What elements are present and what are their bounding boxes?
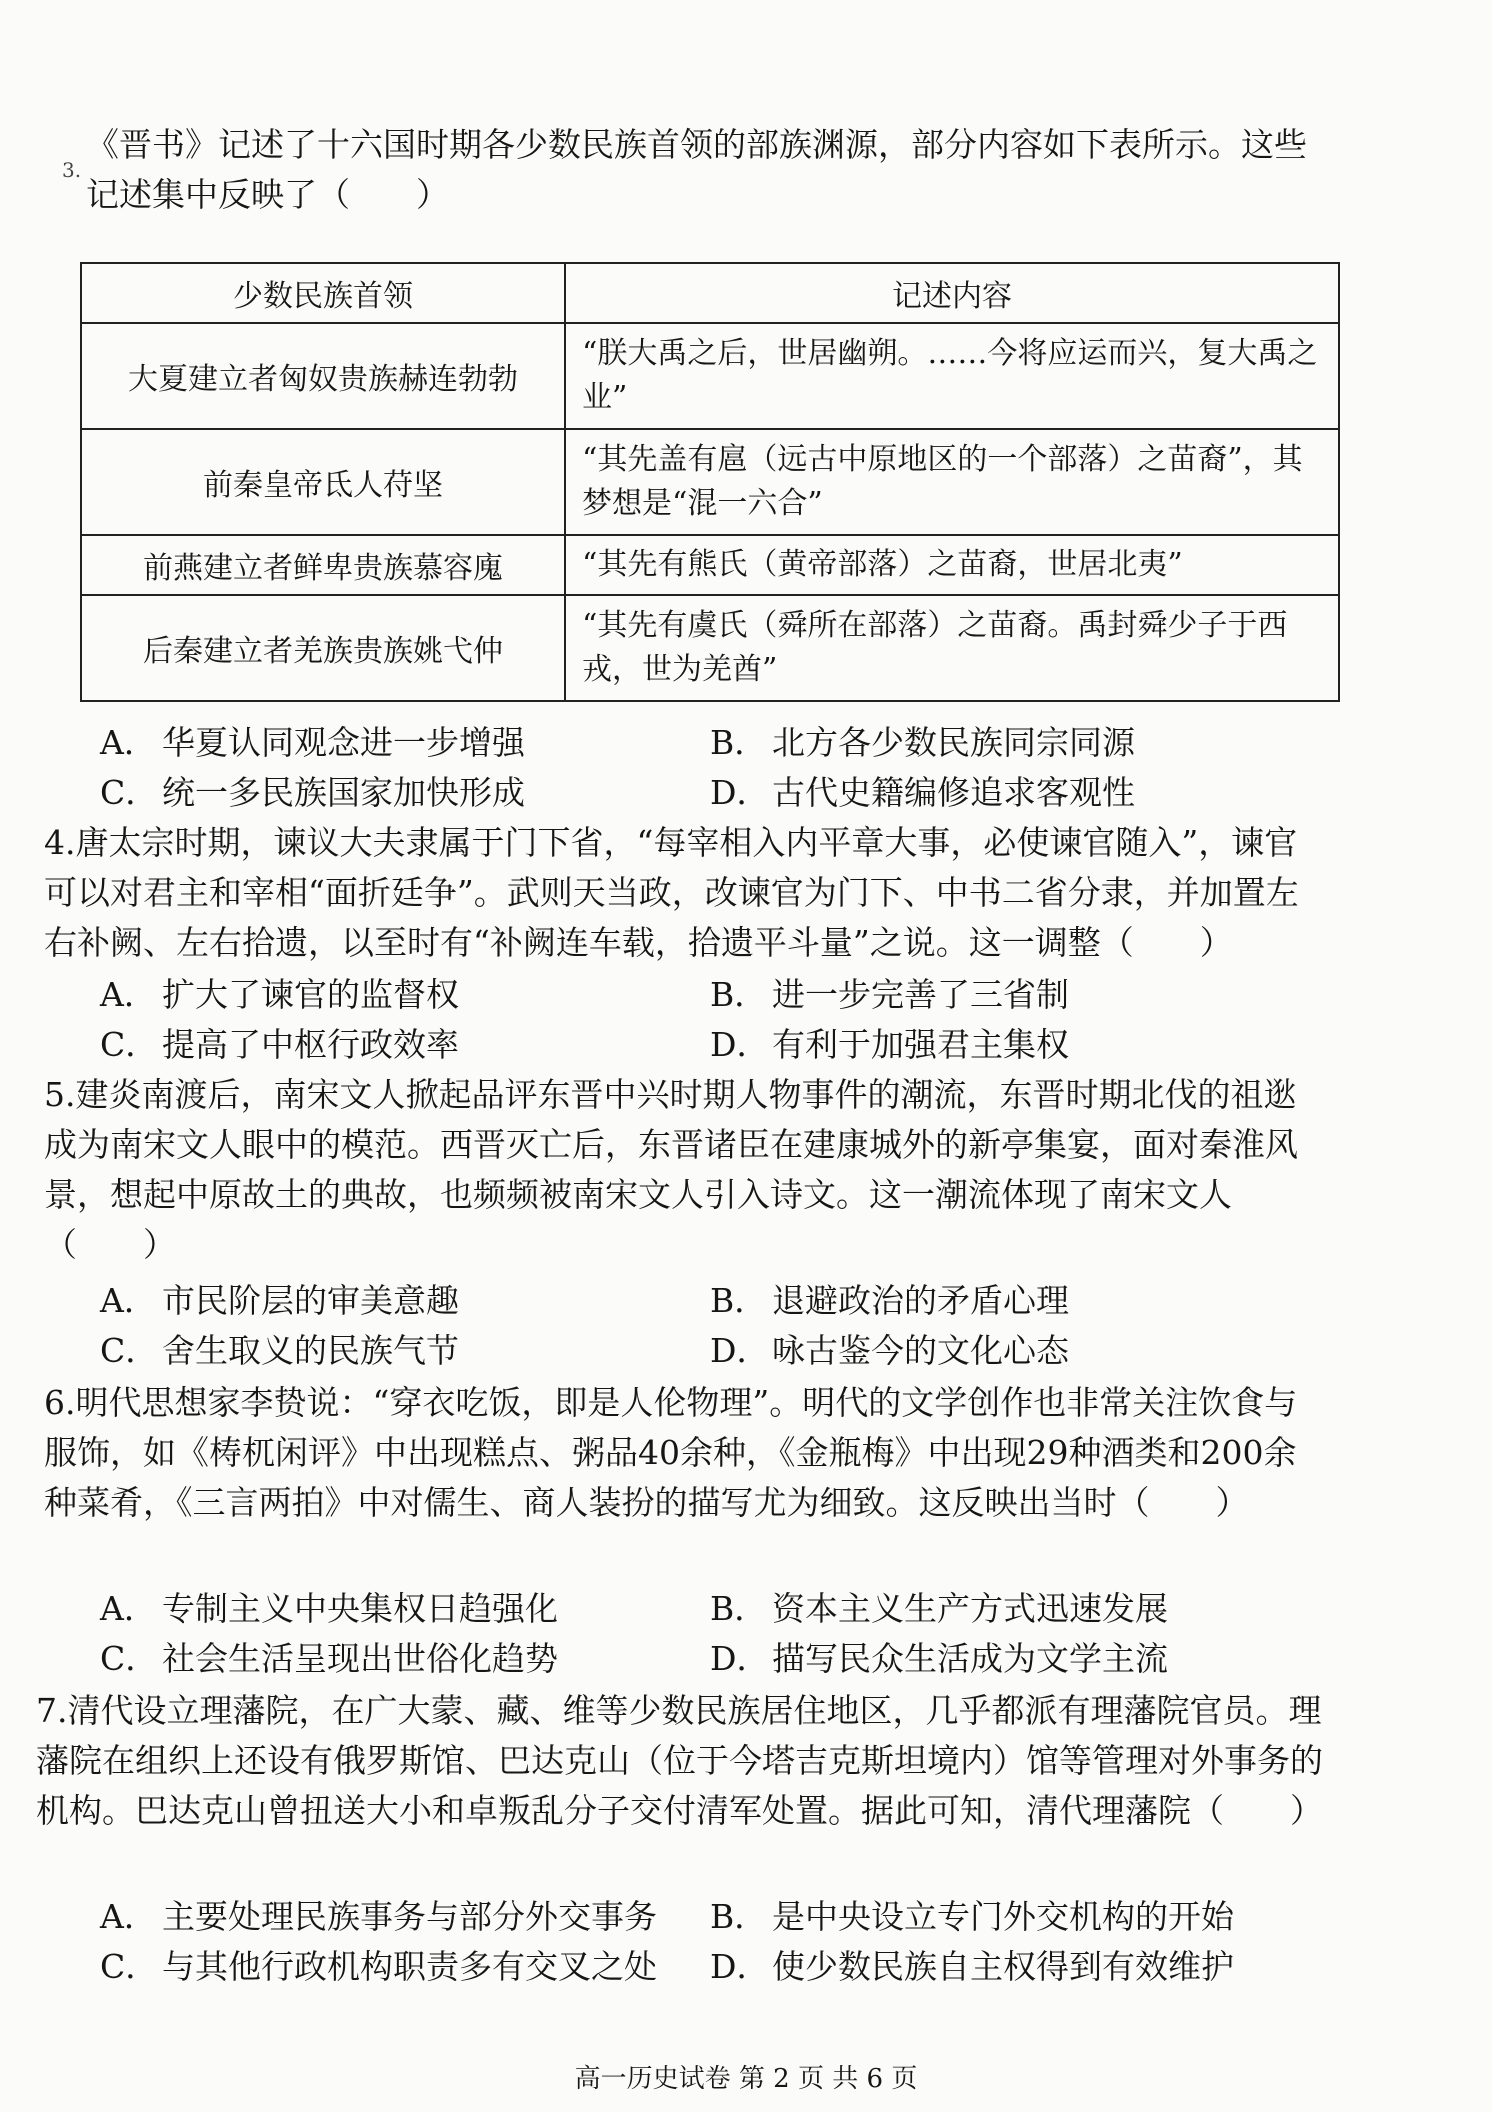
option-b[interactable]: B． 资本主义生产方式迅速发展 bbox=[710, 1589, 1168, 1628]
option-d[interactable]: D．描写民众生活成为文学主流 bbox=[710, 1639, 1168, 1678]
question-7-stem: 清代设立理藩院，在广大蒙、藏、维等少数民族居住地区，几乎都派有理藩院官员。理藩院在组织上还设有俄罗斯馆、巴达克山（位于今塔吉克斯坦境内）馆等管理对外事务的机构。巴达克山曾扭送大小和卓叛乱分子交付清军处置。据此可知，清代理藩院（ ） bbox=[36, 1691, 1323, 1830]
table-cell-leader: 前秦皇帝氐人苻坚 bbox=[81, 429, 565, 535]
question-5-options bbox=[100, 1276, 1320, 1376]
option-d[interactable]: D．有利于加强君主集权 bbox=[710, 1025, 1069, 1064]
question-number: 6. bbox=[44, 1383, 76, 1422]
option-c[interactable]: C． 统一多民族国家加快形成 bbox=[100, 773, 525, 812]
table-cell-leader: 前燕建立者鲜卑贵族慕容廆 bbox=[81, 535, 565, 595]
option-a[interactable]: A． 市民阶层的审美意趣 bbox=[100, 1281, 459, 1320]
question-4-stem: 唐太宗时期，谏议大夫隶属于门下省，“每宰相入内平章大事，必使谏官随入”，谏官可以对君主和宰相“面折廷争”。武则天当政，改谏官为门下、中书二省分隶，并加置左右补阙、左右拾遗，以至时有“补阙连车载，拾遗平斗量”之说。这一调整（ ） bbox=[44, 823, 1299, 962]
option-c[interactable]: C． 社会生活呈现出世俗化趋势 bbox=[100, 1639, 558, 1678]
option-b[interactable]: B． 是中央设立专门外交机构的开始 bbox=[710, 1897, 1234, 1936]
question-4-options bbox=[100, 970, 1320, 1070]
table-cell-content: “其先盖有扈（远古中原地区的一个部落）之苗裔”，其梦想是“混一六合” bbox=[565, 429, 1339, 535]
table-row bbox=[81, 595, 1339, 701]
question-number: 4. bbox=[44, 823, 76, 862]
option-c[interactable]: C． 提高了中枢行政效率 bbox=[100, 1025, 459, 1064]
question-number: 5. bbox=[44, 1075, 76, 1114]
question-6 bbox=[44, 1378, 1326, 1528]
question-3-options bbox=[100, 718, 1320, 818]
option-a[interactable]: A． 华夏认同观念进一步增强 bbox=[100, 723, 525, 762]
option-b[interactable]: B． 进一步完善了三省制 bbox=[710, 975, 1069, 1014]
table-cell-leader: 大夏建立者匈奴贵族赫连勃勃 bbox=[81, 323, 565, 429]
option-d[interactable]: D．古代史籍编修追求客观性 bbox=[710, 773, 1135, 812]
page-footer: 高一历史试卷 第 2 页 共 6 页 bbox=[574, 2064, 918, 2094]
option-b[interactable]: B． 北方各少数民族同宗同源 bbox=[710, 723, 1135, 762]
table-header-leader: 少数民族首领 bbox=[81, 263, 565, 323]
option-b[interactable]: B． 退避政治的矛盾心理 bbox=[710, 1281, 1069, 1320]
table-row bbox=[81, 429, 1339, 535]
table-cell-leader: 后秦建立者羌族贵族姚弋仲 bbox=[81, 595, 565, 701]
table-row bbox=[81, 535, 1339, 595]
question-5 bbox=[44, 1070, 1326, 1270]
table-cell-content: “朕大禹之后，世居幽朔。……今将应运而兴，复大禹之业” bbox=[565, 323, 1339, 429]
question-4 bbox=[44, 818, 1326, 968]
question-5-stem: 建炎南渡后，南宋文人掀起品评东晋中兴时期人物事件的潮流，东晋时期北伐的祖逖成为南宋文人眼中的模范。西晋灭亡后，东晋诸臣在建康城外的新亭集宴，面对秦淮风景，想起中原故土的典故，也频频被南宋文人引入诗文。这一潮流体现了南宋文人（ ） bbox=[44, 1075, 1298, 1264]
option-c[interactable]: C． 与其他行政机构职责多有交叉之处 bbox=[100, 1947, 657, 1986]
option-a[interactable]: A． 主要处理民族事务与部分外交事务 bbox=[100, 1897, 657, 1936]
question-7-options bbox=[100, 1892, 1320, 1992]
option-d[interactable]: D．咏古鉴今的文化心态 bbox=[710, 1331, 1069, 1370]
question-7 bbox=[36, 1686, 1326, 1836]
question-3 bbox=[86, 120, 1326, 220]
margin-mark: 3. bbox=[62, 158, 82, 182]
option-a[interactable]: A． 专制主义中央集权日趋强化 bbox=[100, 1589, 558, 1628]
question-3-stem: 《晋书》记述了十六国时期各少数民族首领的部族渊源，部分内容如下表所示。这些记述集中反映了（ ） bbox=[86, 125, 1307, 214]
table-cell-content: “其先有虞氏（舜所在部落）之苗裔。禹封舜少子于西戎，世为羌酋” bbox=[565, 595, 1339, 701]
option-d[interactable]: D．使少数民族自主权得到有效维护 bbox=[710, 1947, 1234, 1986]
table-row bbox=[81, 323, 1339, 429]
table-header-content: 记述内容 bbox=[565, 263, 1339, 323]
question-6-stem: 明代思想家李贽说：“穿衣吃饭，即是人伦物理”。明代的文学创作也非常关注饮食与服饰，如《梼杌闲评》中出现糕点、粥品40余种，《金瓶梅》中出现29种酒类和200余种菜肴，《三言两拍》中对儒生、商人装扮的描写尤为细致。这反映出当时（ ） bbox=[44, 1383, 1298, 1522]
option-c[interactable]: C． 舍生取义的民族气节 bbox=[100, 1331, 459, 1370]
option-a[interactable]: A． 扩大了谏官的监督权 bbox=[100, 975, 459, 1014]
source-table bbox=[80, 262, 1340, 702]
question-6-options bbox=[100, 1584, 1320, 1684]
table-cell-content: “其先有熊氏（黄帝部落）之苗裔，世居北夷” bbox=[565, 535, 1339, 595]
question-number: 7. bbox=[36, 1691, 68, 1730]
